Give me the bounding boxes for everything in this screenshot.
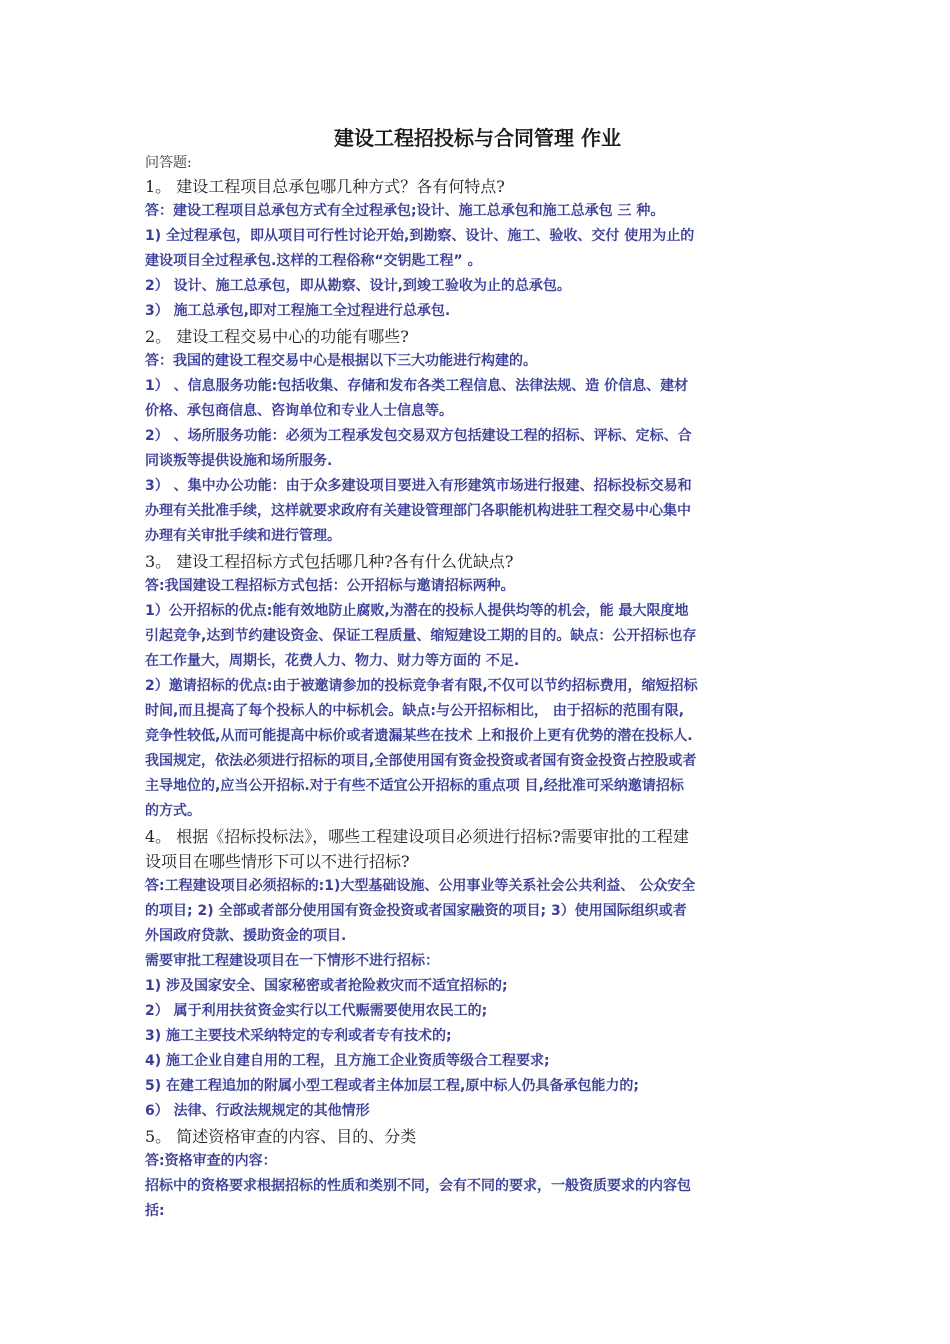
question-line: 设项目在哪些情形下可以不进行招标? (145, 852, 410, 871)
answer-line: 需要审批工程建设项目在一下情形不进行招标： (145, 953, 439, 969)
answer-line: 2） 属于利用扶贫资金实行以工代赈需要使用农民工的; (145, 1003, 488, 1019)
answer-line: 建设项目全过程承包.这样的工程俗称“交钥匙工程” 。 (145, 253, 482, 269)
answer-line: 4) 施工企业自建自用的工程，且方施工企业资质等级合工程要求; (145, 1053, 550, 1069)
section-intro: 问答题: (145, 155, 192, 171)
answer-line: 6） 法律、行政法规规定的其他情形 (145, 1103, 370, 1119)
answer-line: 答：建设工程项目总承包方式有全过程承包;设计、施工总承包和施工总承包 三 种。 (145, 203, 665, 219)
answer-1 (145, 199, 810, 324)
answer-line: 2）邀请招标的优点:由于被邀请参加的投标竞争者有限,不仅可以节约招标费用，缩短招标 (145, 678, 698, 694)
answer-line: 同谈叛等提供设施和场所服务. (145, 453, 333, 469)
answer-line: 竞争性较低,从而可能提高中标价或者遗漏某些在技术 上和报价上更有优势的潜在投标人. (145, 728, 693, 744)
document-content (145, 124, 810, 1224)
answer-line: 办理有关审批手续和进行管理。 (145, 528, 341, 544)
answer-4 (145, 874, 810, 1124)
answer-line: 1) 涉及国家安全、国家秘密或者抢险救灾而不适宜招标的; (145, 978, 508, 994)
answer-line: 2） 设计、施工总承包，即从勘察、设计,到竣工验收为止的总承包。 (145, 278, 571, 294)
question-1: 1。 建设工程项目总承包哪几种方式？各有何特点? (145, 177, 505, 196)
answer-2 (145, 349, 810, 549)
answer-line: 时间,而且提高了每个投标人的中标机会。缺点:与公开招标相比， 由于招标的范围有限, (145, 703, 685, 719)
answer-line: 1) 全过程承包，即从项目可行性讨论开始,到勘察、设计、施工、验收、交付 使用为止的 (145, 228, 695, 244)
answer-line: 3） 、集中办公功能：由于众多建设项目要进入有形建筑市场进行报建、招标投标交易和 (145, 478, 692, 494)
answer-line: 括: (145, 1203, 165, 1219)
question-line: 4。 根据《招标投标法》，哪些工程建设项目必须进行招标?需要审批的工程建 (145, 827, 689, 846)
answer-line: 价格、承包商信息、咨询单位和专业人士信息等。 (145, 403, 453, 419)
answer-line: 3) 施工主要技术采纳特定的专利或者专有技术的; (145, 1028, 452, 1044)
answer-line: 答：我国的建设工程交易中心是根据以下三大功能进行构建的。 (145, 353, 537, 369)
document-title: 建设工程招投标与合同管理 作业 (334, 126, 621, 150)
answer-3 (145, 574, 810, 824)
answer-5 (145, 1149, 810, 1224)
answer-line: 招标中的资格要求根据招标的性质和类别不同，会有不同的要求，一般资质要求的内容包 (145, 1178, 691, 1194)
answer-line: 我国规定，依法必须进行招标的项目,全部使用国有资金投资或者国有资金投资占控股或者 (145, 753, 697, 769)
answer-line: 2） 、场所服务功能：必须为工程承发包交易双方包括建设工程的招标、评标、定标、合 (145, 428, 692, 444)
question-2: 2。 建设工程交易中心的功能有哪些? (145, 327, 409, 346)
answer-line: 1）公开招标的优点:能有效地防止腐败,为潜在的投标人提供均等的机会，能 最大限度地 (145, 603, 689, 619)
question-3: 3。 建设工程招标方式包括哪几种?各有什么优缺点? (145, 552, 514, 571)
answer-line: 在工作量大，周期长，花费人力、物力、财力等方面的 不足. (145, 653, 520, 669)
question-4 (145, 824, 810, 874)
answer-line: 答:工程建设项目必须招标的:1)大型基础设施、公用事业等关系社会公共利益、 公众安全 (145, 878, 696, 894)
answer-line: 的方式。 (145, 803, 201, 819)
question-5: 5。 简述资格审查的内容、目的、分类 (145, 1127, 417, 1146)
answer-line: 主导地位的,应当公开招标.对于有些不适宜公开招标的重点项 目,经批准可采纳邀请招标 (145, 778, 684, 794)
answer-line: 答:我国建设工程招标方式包括：公开招标与邀请招标两种。 (145, 578, 515, 594)
answer-line: 外国政府贷款、援助资金的项目. (145, 928, 347, 944)
answer-line: 办理有关批准手续，这样就要求政府有关建设管理部门各职能机构进驻工程交易中心集中 (145, 503, 691, 519)
answer-line: 3） 施工总承包,即对工程施工全过程进行总承包. (145, 303, 451, 319)
answer-line: 引起竞争,达到节约建设资金、保证工程质量、缩短建设工期的目的。缺点：公开招标也存 (145, 628, 697, 644)
answer-line: 5) 在建工程追加的附属小型工程或者主体加层工程,原中标人仍具备承包能力的; (145, 1078, 639, 1094)
answer-line: 的项目; 2) 全部或者部分使用国有资金投资或者国家融资的项目; 3）使用国际组织或者 (145, 903, 687, 919)
answer-line: 1） 、信息服务功能:包括收集、存储和发布各类工程信息、法律法规、造 价信息、建材 (145, 378, 689, 394)
answer-line: 答:资格审查的内容： (145, 1153, 277, 1169)
